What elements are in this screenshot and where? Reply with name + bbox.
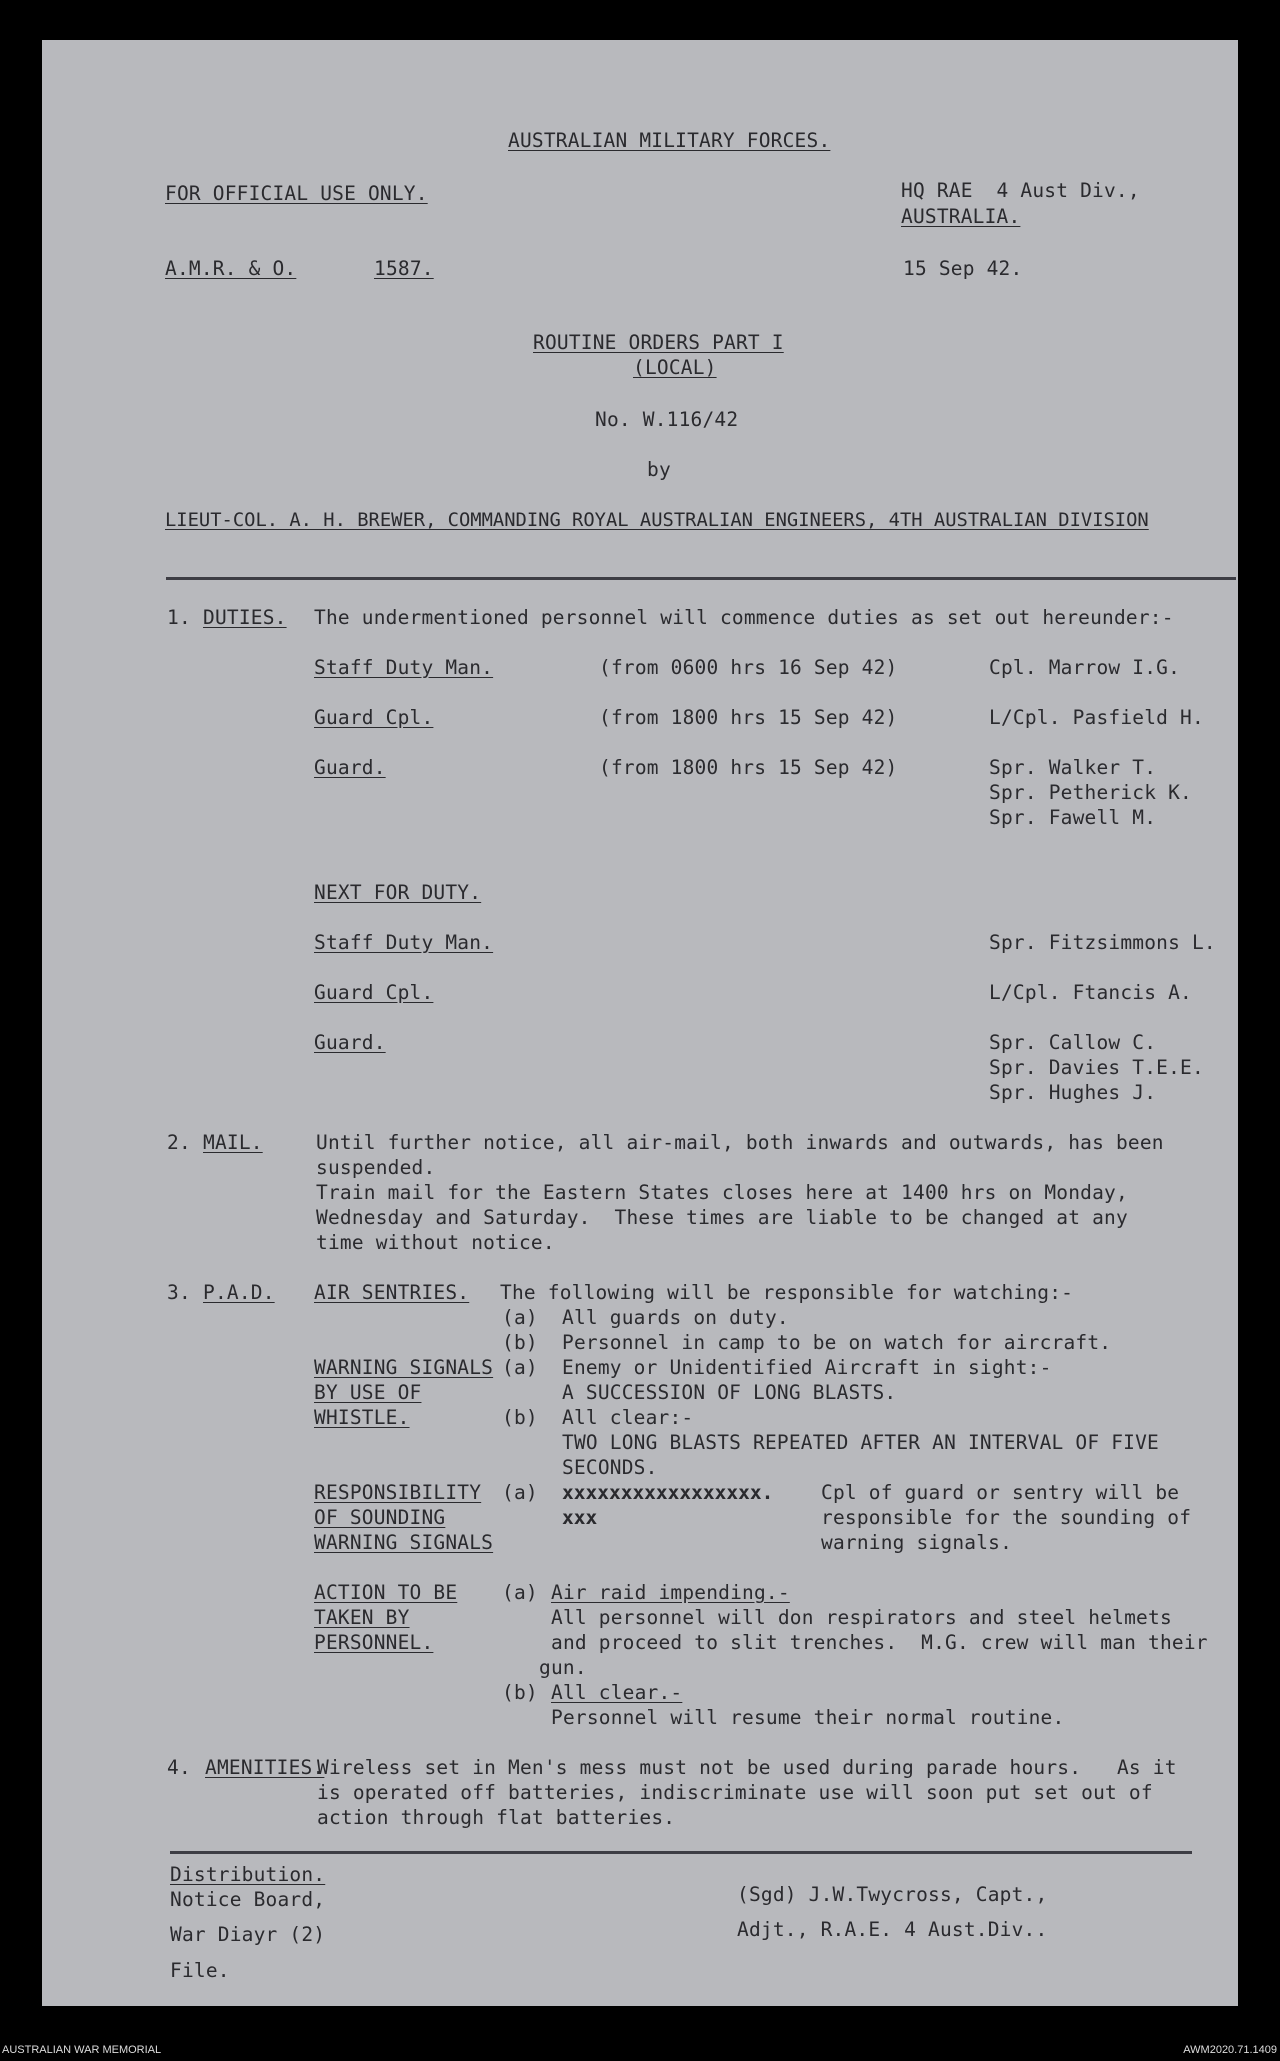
amenities-line: is operated off batteries, indiscriminate use will soon put set out of (317, 1781, 1153, 1804)
air-sentries-text: The following will be responsible for watching:- (500, 1281, 1074, 1304)
distribution-title: Distribution. (170, 1863, 326, 1886)
document-title: AUSTRALIAN MILITARY FORCES. (508, 129, 831, 152)
amenities-line: Wireless set in Men's mess must not be used during parade hours. As it (317, 1756, 1177, 1779)
next-guard-name: Spr. Callow C. (989, 1031, 1157, 1054)
staff-duty-name: Cpl. Marrow I.G. (989, 656, 1181, 679)
heading-rule (166, 577, 1236, 580)
responsibility-label: RESPONSIBILITY (314, 1481, 482, 1504)
next-staff-label: Staff Duty Man. (314, 931, 494, 954)
mail-line: Wednesday and Saturday. These times are liable to be changed at any (316, 1206, 1128, 1229)
signature-line2: Adjt., R.A.E. 4 Aust.Div.. (737, 1918, 1048, 1941)
staff-duty-time: (from 0600 hrs 16 Sep 42) (599, 656, 898, 679)
duties-number: 1. (167, 606, 191, 629)
struck-text: xxx (562, 1506, 598, 1529)
guard-cpl-name: L/Cpl. Pasfield H. (989, 706, 1204, 729)
warning-b1: All clear:- (562, 1406, 694, 1429)
guard-name: Spr. Petherick K. (989, 781, 1192, 804)
mail-line: suspended. (316, 1156, 436, 1179)
item-a-marker: (a) (502, 1481, 538, 1504)
duties-intro: The undermentioned personnel will commence duties as set out hereunder:- (314, 606, 1174, 629)
guard-cpl-label: Guard Cpl. (314, 706, 434, 729)
warning-a2: A SUCCESSION OF LONG BLASTS. (562, 1381, 897, 1404)
action-b-title: All clear.- (551, 1681, 683, 1704)
responsibility-text: Cpl of guard or sentry will be (821, 1481, 1180, 1504)
hq-line2: AUSTRALIA. (901, 205, 1021, 228)
heading-by: by (647, 458, 671, 481)
warning-b2: TWO LONG BLASTS REPEATED AFTER AN INTERVAL OF FIVE (562, 1431, 1159, 1454)
amenities-title: AMENITIES. (205, 1756, 325, 1779)
warning-signals-label: WARNING SIGNALS (314, 1356, 494, 1379)
ref-label: A.M.R. & O. (165, 257, 297, 280)
archive-credit: AUSTRALIAN WAR MEMORIAL (2, 2044, 162, 2056)
classification: FOR OFFICIAL USE ONLY. (165, 182, 428, 205)
next-for-duty-title: NEXT FOR DUTY. (314, 881, 482, 904)
mail-line: time without notice. (316, 1231, 555, 1254)
guard-name: Spr. Walker T. (989, 756, 1157, 779)
warning-a1: Enemy or Unidentified Aircraft in sight:- (562, 1356, 1052, 1379)
mail-line: Train mail for the Eastern States closes here at 1400 hrs on Monday, (316, 1181, 1128, 1204)
ref-number: 1587. (374, 257, 434, 280)
distribution-item: File. (170, 1959, 230, 1982)
responsibility-text: warning signals. (821, 1531, 1013, 1554)
mail-title: MAIL. (203, 1131, 263, 1154)
archive-reference: AWM2020.71.1409 (1183, 2044, 1277, 2056)
guard-time: (from 1800 hrs 15 Sep 42) (599, 756, 898, 779)
warning-signals-label: BY USE OF (314, 1381, 422, 1404)
hq-line1: HQ RAE 4 Aust Div., (901, 179, 1140, 202)
amenities-number: 4. (167, 1756, 191, 1779)
signature-line1: (Sgd) J.W.Twycross, Capt., (737, 1883, 1048, 1906)
item-a-marker: (a) (502, 1356, 538, 1379)
mail-line: Until further notice, all air-mail, both inwards and outwards, has been (316, 1131, 1164, 1154)
next-guard-label: Guard. (314, 1031, 386, 1054)
action-a-title: Air raid impending.- (551, 1581, 790, 1604)
next-guard-cpl-name: L/Cpl. Ftancis A. (989, 981, 1192, 1004)
pad-title: P.A.D. (203, 1281, 275, 1304)
mail-number: 2. (167, 1131, 191, 1154)
pad-number: 3. (167, 1281, 191, 1304)
action-label: TAKEN BY (314, 1606, 410, 1629)
commander-line: LIEUT-COL. A. H. BREWER, COMMANDING ROYAL AUSTRALIAN ENGINEERS, 4TH AUSTRALIAN DIVISION (165, 510, 1149, 531)
sentries-b: Personnel in camp to be on watch for aircraft. (562, 1331, 1112, 1354)
heading-line1: ROUTINE ORDERS PART I (533, 331, 784, 354)
distribution-item: War Diayr (2) (170, 1923, 326, 1946)
responsibility-label: OF SOUNDING (314, 1506, 446, 1529)
item-b-marker: (b) (502, 1681, 538, 1704)
guard-cpl-time: (from 1800 hrs 15 Sep 42) (599, 706, 898, 729)
staff-duty-man-label: Staff Duty Man. (314, 656, 494, 679)
guard-label: Guard. (314, 756, 386, 779)
heading-line2: (LOCAL) (633, 356, 717, 379)
next-guard-name: Spr. Davies T.E.E. (989, 1056, 1204, 1079)
next-guard-cpl-label: Guard Cpl. (314, 981, 434, 1004)
action-a-last: gun. (539, 1656, 587, 1679)
guard-name: Spr. Fawell M. (989, 806, 1157, 829)
action-a-text: All personnel will don respirators and steel helmets (551, 1606, 1172, 1629)
action-label: ACTION TO BE (314, 1581, 458, 1604)
action-b-text: Personnel will resume their normal routine. (551, 1706, 1065, 1729)
air-sentries-label: AIR SENTRIES. (314, 1281, 470, 1304)
responsibility-label: WARNING SIGNALS (314, 1531, 494, 1554)
item-b-marker: (b) (502, 1406, 538, 1429)
order-number: No. W.116/42 (595, 408, 739, 431)
duties-title: DUTIES. (203, 606, 287, 629)
sentries-a: All guards on duty. (562, 1306, 789, 1329)
item-a-marker: (a) (502, 1306, 538, 1329)
item-b-marker: (b) (502, 1331, 538, 1354)
next-staff-name: Spr. Fitzsimmons L. (989, 931, 1216, 954)
amenities-line: action through flat batteries. (317, 1806, 676, 1829)
next-guard-name: Spr. Hughes J. (989, 1081, 1157, 1104)
warning-b3: SECONDS. (562, 1456, 658, 1479)
struck-text: xxxxxxxxxxxxxxxxx. (562, 1481, 774, 1504)
action-a-text: and proceed to slit trenches. M.G. crew will man their (551, 1631, 1208, 1654)
document-date: 15 Sep 42. (903, 257, 1023, 280)
item-a-marker: (a) (502, 1581, 538, 1604)
distribution-item: Notice Board, (170, 1888, 326, 1911)
warning-signals-label: WHISTLE. (314, 1406, 410, 1429)
action-label: PERSONNEL. (314, 1631, 434, 1654)
footer-rule (170, 1851, 1192, 1854)
responsibility-text: responsible for the sounding of (821, 1506, 1192, 1529)
